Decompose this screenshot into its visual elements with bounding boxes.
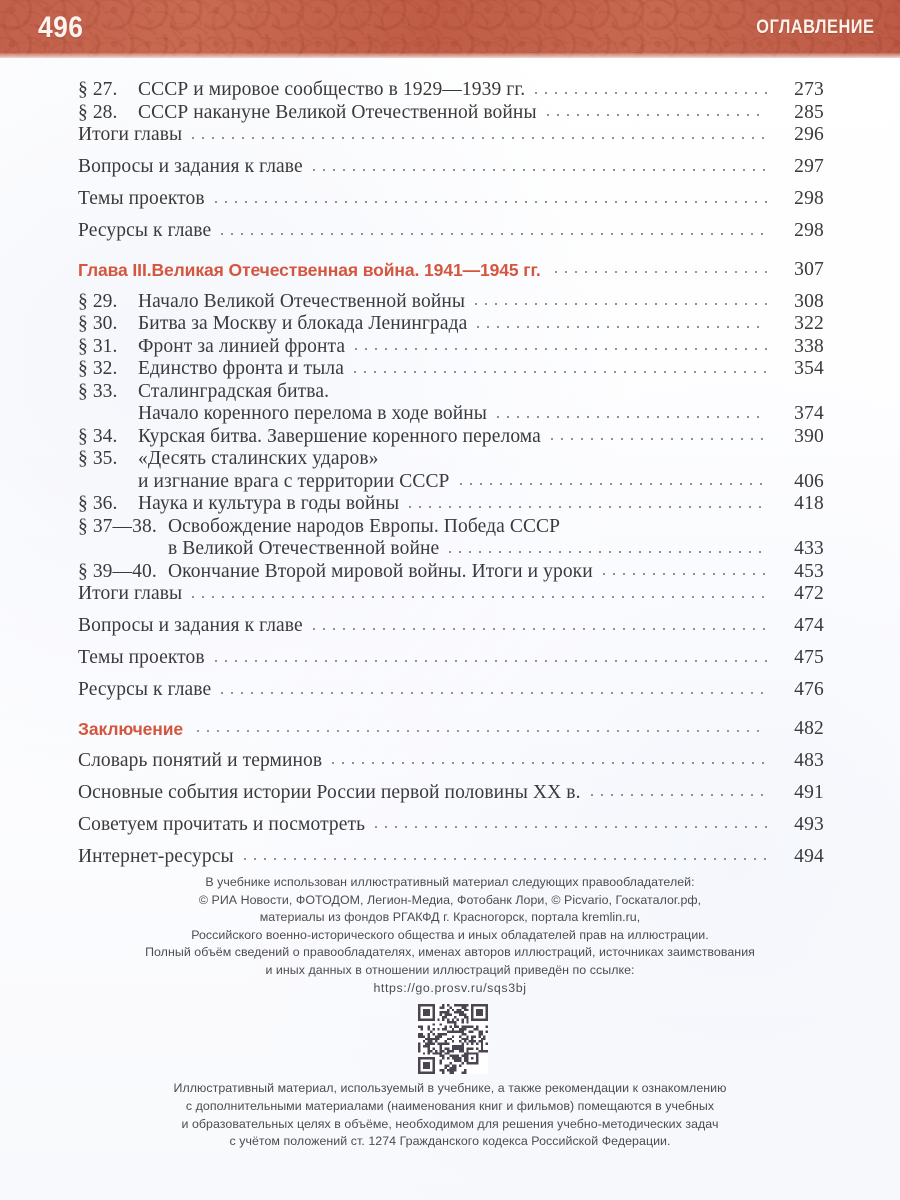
- toc-entry-page: 298: [794, 220, 824, 241]
- toc-entry-title: Вопросы и задания к главе: [78, 615, 303, 636]
- dot-leader: [471, 302, 767, 306]
- legal-line: Иллюстративный материал, используемый в учебнике, а также рекомендации к ознакомлению: [173, 1081, 727, 1095]
- toc-entry[interactable]: [78, 616, 824, 636]
- toc-entry-page: 307: [794, 258, 824, 280]
- dot-leader: [351, 347, 767, 351]
- legal-line: с дополнительными материалами (наименования книг и фильмов) помещаются в учебных: [185, 1098, 715, 1113]
- toc-entry[interactable]: [78, 783, 824, 803]
- toc-entry-title: Сталинградская битва.: [138, 380, 330, 402]
- toc-entry-title: Великая Отечественная война. 1941—1945 гг.: [151, 259, 541, 280]
- toc-entry-page: 298: [794, 188, 824, 209]
- dot-leader: [193, 729, 767, 733]
- toc-entry[interactable]: [78, 562, 824, 582]
- dot-leader: [587, 793, 767, 797]
- dot-leader: [350, 370, 767, 374]
- toc-entry-page: 472: [794, 583, 824, 604]
- dot-leader: [217, 691, 767, 695]
- toc-entry-page: 493: [794, 813, 824, 835]
- toc-entry[interactable]: [78, 359, 824, 379]
- toc-entry-title: Курская битва. Завершение коренного перелома: [138, 425, 541, 447]
- toc-entry-title: Наука и культура в годы войны: [138, 493, 400, 514]
- dot-leader: [217, 232, 767, 236]
- toc-entry[interactable]: [78, 472, 824, 492]
- toc-entry[interactable]: [78, 260, 824, 280]
- toc-entry-page: 296: [794, 124, 824, 145]
- toc-entry-page: 494: [794, 845, 824, 867]
- dot-leader: [566, 527, 767, 531]
- toc-entry[interactable]: [78, 404, 824, 424]
- toc-entry[interactable]: [78, 517, 824, 537]
- dot-leader: [405, 505, 767, 509]
- toc-entry[interactable]: [78, 815, 824, 835]
- toc-entry-title: СССР и мировое сообщество в 1929—1939 гг.: [138, 79, 526, 100]
- toc-entry-label: § 27.: [78, 79, 118, 100]
- toc-entry[interactable]: [78, 751, 824, 771]
- toc-entry-page: 482: [794, 717, 824, 739]
- toc-entry-page: 453: [794, 560, 824, 582]
- dot-leader: [547, 437, 767, 441]
- toc-entry-label: § 33.: [78, 380, 118, 402]
- dot-leader: [543, 113, 767, 117]
- toc-entry-title: Начало коренного перелома в ходе войны: [138, 403, 488, 424]
- toc-entry-label: § 29.: [78, 290, 118, 312]
- toc-entry-title: Ресурсы к главе: [78, 679, 212, 700]
- dot-leader: [551, 270, 767, 274]
- toc-entry-title: СССР накануне Великой Отечественной войны: [138, 101, 537, 123]
- toc-entry[interactable]: [78, 719, 824, 739]
- dot-leader: [211, 200, 767, 204]
- table-of-contents: [78, 80, 824, 866]
- toc-entry-title: Единство фронта и тыла: [138, 358, 344, 379]
- toc-entry[interactable]: [78, 103, 824, 123]
- toc-entry-page: 491: [794, 781, 824, 803]
- qr-code[interactable]: [407, 1004, 499, 1074]
- toc-entry-page: 285: [794, 101, 824, 123]
- dot-leader: [473, 325, 767, 329]
- dot-leader: [335, 392, 767, 396]
- toc-entry-title: в Великой Отечественной войне: [168, 538, 440, 559]
- toc-entry-label: § 28.: [78, 101, 118, 123]
- toc-entry-title: Начало Великой Отечественной войны: [138, 290, 466, 312]
- toc-entry-page: 475: [794, 647, 824, 668]
- header-title: ОГЛАВЛЕНИЕ: [755, 17, 874, 38]
- toc-entry-title: и изгнание врага с территории СССР: [138, 470, 450, 492]
- toc-entry[interactable]: [78, 292, 824, 312]
- dot-leader: [309, 627, 767, 631]
- toc-entry-page: 308: [794, 290, 824, 312]
- legal-line: с учётом положений ст. 1274 Гражданского кодекса Российской Федерации.: [229, 1134, 671, 1149]
- toc-entry-title: Итоги главы: [78, 583, 183, 604]
- toc-entry-page: 406: [794, 470, 824, 492]
- toc-entry-title: Фронт за линией фронта: [138, 335, 346, 357]
- toc-entry-page: 374: [794, 403, 824, 424]
- toc-entry[interactable]: [78, 221, 824, 241]
- toc-entry-page: 354: [794, 358, 824, 379]
- legal-note: [0, 1080, 900, 1151]
- toc-entry-title: Вопросы и задания к главе: [78, 156, 303, 177]
- credits-line: материалы из фондов РГАКФД г. Красногорск, портала kremlin.ru,: [259, 910, 641, 924]
- credits-url[interactable]: https://go.prosv.ru/sqs3bj: [373, 981, 527, 995]
- toc-entry-label: § 39—40.: [78, 560, 157, 582]
- page-header-band: [0, 0, 900, 58]
- dot-leader: [211, 659, 767, 663]
- credits-block: [0, 874, 900, 998]
- dot-leader: [240, 857, 767, 861]
- toc-entry-title: Словарь понятий и терминов: [78, 749, 323, 771]
- toc-entry[interactable]: [78, 847, 824, 867]
- toc-entry[interactable]: [78, 584, 824, 604]
- toc-entry-page: 483: [794, 749, 824, 771]
- toc-entry-page: 476: [794, 679, 824, 700]
- toc-entry[interactable]: [78, 382, 824, 402]
- toc-entry-page: 390: [794, 425, 824, 447]
- toc-entry[interactable]: [78, 157, 824, 177]
- toc-entry[interactable]: [78, 427, 824, 447]
- toc-entry-page: 338: [794, 335, 824, 357]
- toc-entry-page: 418: [794, 493, 824, 514]
- toc-entry-title: Основные события истории России первой половины XX в.: [78, 781, 581, 803]
- toc-entry-label: § 37—38.: [78, 515, 157, 537]
- dot-leader: [493, 415, 767, 419]
- toc-entry[interactable]: [78, 494, 824, 514]
- dot-leader: [599, 572, 767, 576]
- toc-entry-label: Глава III.: [78, 259, 152, 280]
- toc-entry-title: Освобождение народов Европы. Победа СССР: [168, 515, 561, 537]
- dot-leader: [456, 482, 768, 486]
- dot-leader: [188, 595, 767, 599]
- credits-line: Полный объём сведений о правообладателях, именах авторов иллюстраций, источниках заимствования: [145, 945, 755, 959]
- credits-line: © РИА Новости, ФОТОДОМ, Легион-Медиа, Фотобанк Лори, © Picvario, Госкаталог.рф,: [198, 892, 702, 907]
- dot-leader: [328, 761, 767, 765]
- toc-entry-title: «Десять сталинских ударов»: [138, 448, 379, 469]
- toc-entry-page: 273: [794, 79, 824, 100]
- toc-entry-title: Советуем прочитать и посмотреть: [78, 813, 366, 835]
- credits-line: Российского военно-исторического общества и иных обладателей прав на иллюстрации.: [191, 927, 709, 942]
- toc-entry[interactable]: [78, 680, 824, 700]
- toc-entry-title: Итоги главы: [78, 124, 183, 145]
- toc-entry-label: § 30.: [78, 313, 118, 334]
- toc-entry-label: § 34.: [78, 425, 118, 447]
- toc-entry[interactable]: [78, 539, 824, 559]
- dot-leader: [309, 168, 767, 172]
- toc-entry[interactable]: [78, 125, 824, 145]
- toc-entry-title: Окончание Второй мировой войны. Итоги и уроки: [168, 560, 593, 582]
- dot-leader: [445, 550, 767, 554]
- dot-leader: [371, 825, 767, 829]
- toc-entry-page: 297: [794, 156, 824, 177]
- toc-entry[interactable]: [78, 337, 824, 357]
- toc-entry-label: § 36.: [78, 493, 118, 514]
- toc-entry-label: § 35.: [78, 448, 118, 469]
- toc-entry[interactable]: [78, 80, 824, 100]
- dot-leader: [385, 460, 767, 464]
- credits-line: В учебнике использован иллюстративный материал следующих правообладателей:: [205, 875, 695, 889]
- toc-entry-page: 474: [794, 615, 824, 636]
- page-number: 496: [38, 11, 84, 44]
- toc-entry[interactable]: [78, 449, 824, 469]
- toc-entry-title: Темы проектов: [78, 647, 205, 668]
- toc-entry-label: § 32.: [78, 358, 118, 379]
- dot-leader: [531, 91, 767, 95]
- toc-entry[interactable]: [78, 314, 824, 334]
- legal-line: и образовательных целях в объёме, необходимом для решения учебно-методических задач: [181, 1116, 719, 1131]
- toc-entry-label: § 31.: [78, 335, 118, 357]
- toc-entry[interactable]: [78, 189, 824, 209]
- toc-entry-title: Темы проектов: [78, 188, 205, 209]
- toc-entry-title: Интернет-ресурсы: [78, 845, 234, 867]
- toc-entry-title: Ресурсы к главе: [78, 220, 212, 241]
- toc-entry[interactable]: [78, 648, 824, 668]
- toc-entry-title: Битва за Москву и блокада Ленинграда: [138, 313, 468, 334]
- credits-line: и иных данных в отношении иллюстраций приведён по ссылке:: [265, 962, 635, 977]
- toc-entry-title: Заключение: [78, 718, 184, 739]
- dot-leader: [188, 136, 767, 140]
- toc-entry-page: 433: [794, 538, 824, 559]
- toc-entry-page: 322: [794, 313, 824, 334]
